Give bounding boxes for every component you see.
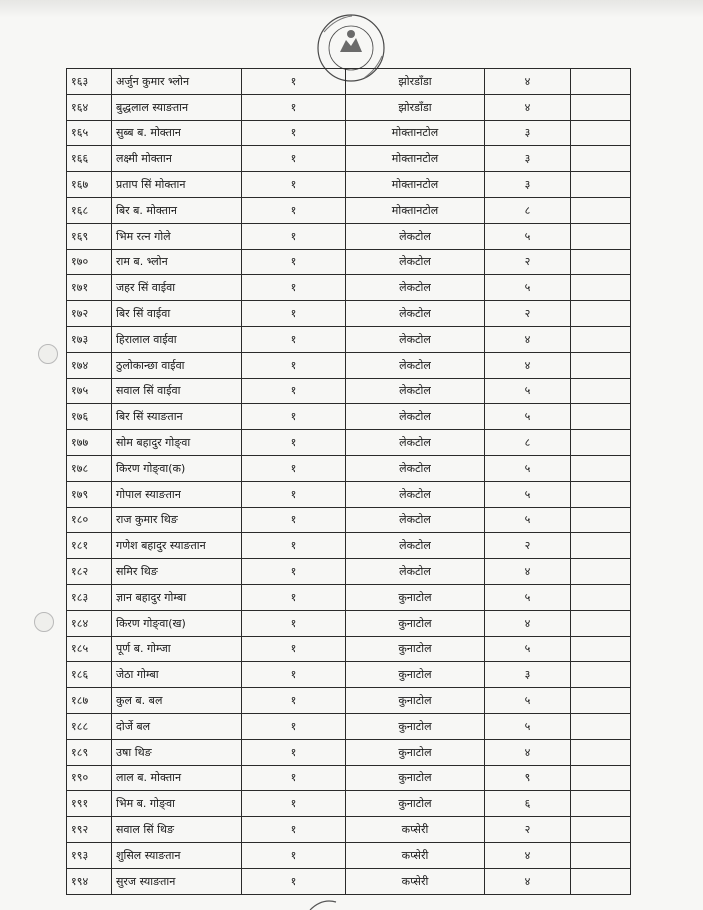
- place-name: लेकटोल: [346, 430, 485, 456]
- quantity: १: [242, 326, 346, 352]
- ward-number: ४: [485, 94, 571, 120]
- table-row: [67, 662, 631, 688]
- table-row: [67, 533, 631, 559]
- person-name: बिर सिं वाईवा: [112, 301, 242, 327]
- person-name: जेठा गोम्बा: [112, 662, 242, 688]
- person-name: सोम बहादुर गोङ्वा: [112, 430, 242, 456]
- blank-cell: [571, 378, 631, 404]
- ward-number: ४: [485, 610, 571, 636]
- blank-cell: [571, 662, 631, 688]
- person-name: प्रताप सिं मोक्तान: [112, 172, 242, 198]
- person-name: राम ब. भ्लोन: [112, 249, 242, 275]
- quantity: १: [242, 404, 346, 430]
- place-name: लेकटोल: [346, 275, 485, 301]
- quantity: १: [242, 197, 346, 223]
- ward-number: ५: [485, 584, 571, 610]
- place-name: लेकटोल: [346, 249, 485, 275]
- table-row: [67, 223, 631, 249]
- ward-number: ५: [485, 481, 571, 507]
- blank-cell: [571, 868, 631, 894]
- partial-stamp-icon: [308, 896, 338, 910]
- quantity: १: [242, 817, 346, 843]
- table-row: [67, 868, 631, 894]
- serial-number: १७३: [67, 326, 112, 352]
- serial-number: १९०: [67, 765, 112, 791]
- person-name: गोपाल स्याङतान: [112, 481, 242, 507]
- place-name: कुनाटोल: [346, 688, 485, 714]
- person-name: सवाल सिं थिङ: [112, 817, 242, 843]
- serial-number: १७४: [67, 352, 112, 378]
- table-row: [67, 326, 631, 352]
- serial-number: १७५: [67, 378, 112, 404]
- person-name: भिम ब. गोङ्वा: [112, 791, 242, 817]
- blank-cell: [571, 739, 631, 765]
- person-name: कुल ब. बल: [112, 688, 242, 714]
- quantity: १: [242, 765, 346, 791]
- serial-number: १८७: [67, 688, 112, 714]
- serial-number: १७६: [67, 404, 112, 430]
- person-name: सवाल सिं वाईवा: [112, 378, 242, 404]
- place-name: मोक्तानटोल: [346, 120, 485, 146]
- blank-cell: [571, 455, 631, 481]
- person-name: ठुलोकान्छा वाईवा: [112, 352, 242, 378]
- ward-number: २: [485, 533, 571, 559]
- table-row: [67, 739, 631, 765]
- table-row: [67, 146, 631, 172]
- table-row: [67, 275, 631, 301]
- blank-cell: [571, 481, 631, 507]
- table-row: [67, 842, 631, 868]
- place-name: लेकटोल: [346, 481, 485, 507]
- person-name: पूर्ण ब. गोम्जा: [112, 636, 242, 662]
- table-row: [67, 791, 631, 817]
- blank-cell: [571, 636, 631, 662]
- ward-number: ५: [485, 688, 571, 714]
- blank-cell: [571, 275, 631, 301]
- place-name: मोक्तानटोल: [346, 146, 485, 172]
- person-name: गणेश बहादुर स्याङतान: [112, 533, 242, 559]
- ward-number: ८: [485, 197, 571, 223]
- blank-cell: [571, 533, 631, 559]
- quantity: १: [242, 455, 346, 481]
- serial-number: १७८: [67, 455, 112, 481]
- person-name: बिर सिं स्याङतान: [112, 404, 242, 430]
- quantity: १: [242, 662, 346, 688]
- table-row: [67, 120, 631, 146]
- place-name: मोक्तानटोल: [346, 172, 485, 198]
- table-row: [67, 817, 631, 843]
- person-name: किरण गोङ्वा(ख): [112, 610, 242, 636]
- place-name: लेकटोल: [346, 455, 485, 481]
- ward-number: ९: [485, 765, 571, 791]
- blank-cell: [571, 94, 631, 120]
- punch-hole: [34, 612, 54, 632]
- quantity: १: [242, 301, 346, 327]
- serial-number: १६९: [67, 223, 112, 249]
- blank-cell: [571, 326, 631, 352]
- quantity: १: [242, 378, 346, 404]
- table-row: [67, 713, 631, 739]
- person-name: भिम रत्न गोले: [112, 223, 242, 249]
- quantity: १: [242, 94, 346, 120]
- ward-number: २: [485, 301, 571, 327]
- table-row: [67, 249, 631, 275]
- person-name: सुरज स्याङतान: [112, 868, 242, 894]
- place-name: कुनाटोल: [346, 662, 485, 688]
- place-name: लेकटोल: [346, 301, 485, 327]
- table-row: [67, 507, 631, 533]
- serial-number: १७२: [67, 301, 112, 327]
- table-row: [67, 378, 631, 404]
- quantity: १: [242, 69, 346, 95]
- blank-cell: [571, 610, 631, 636]
- place-name: लेकटोल: [346, 507, 485, 533]
- blank-cell: [571, 817, 631, 843]
- place-name: कुनाटोल: [346, 739, 485, 765]
- blank-cell: [571, 713, 631, 739]
- quantity: १: [242, 120, 346, 146]
- quantity: १: [242, 481, 346, 507]
- serial-number: १८५: [67, 636, 112, 662]
- quantity: १: [242, 507, 346, 533]
- quantity: १: [242, 533, 346, 559]
- register-table: [66, 68, 631, 895]
- ward-number: ६: [485, 791, 571, 817]
- ward-number: ४: [485, 559, 571, 585]
- table-row: [67, 688, 631, 714]
- quantity: १: [242, 713, 346, 739]
- ward-number: २: [485, 249, 571, 275]
- serial-number: १८०: [67, 507, 112, 533]
- place-name: कुनाटोल: [346, 610, 485, 636]
- ward-number: ३: [485, 146, 571, 172]
- table-row: [67, 765, 631, 791]
- place-name: कुनाटोल: [346, 713, 485, 739]
- quantity: १: [242, 275, 346, 301]
- place-name: कुनाटोल: [346, 791, 485, 817]
- place-name: कुनाटोल: [346, 636, 485, 662]
- table-row: [67, 352, 631, 378]
- table-row: [67, 301, 631, 327]
- serial-number: १७७: [67, 430, 112, 456]
- serial-number: १९३: [67, 842, 112, 868]
- ward-number: ५: [485, 455, 571, 481]
- quantity: १: [242, 842, 346, 868]
- table-row: [67, 584, 631, 610]
- ward-number: ४: [485, 842, 571, 868]
- quantity: १: [242, 610, 346, 636]
- quantity: १: [242, 688, 346, 714]
- person-name: समिर थिङ: [112, 559, 242, 585]
- serial-number: १६३: [67, 69, 112, 95]
- ward-number: ५: [485, 223, 571, 249]
- blank-cell: [571, 559, 631, 585]
- blank-cell: [571, 765, 631, 791]
- quantity: १: [242, 249, 346, 275]
- place-name: कप्सेरी: [346, 842, 485, 868]
- blank-cell: [571, 430, 631, 456]
- quantity: १: [242, 791, 346, 817]
- place-name: लेकटोल: [346, 404, 485, 430]
- serial-number: १८६: [67, 662, 112, 688]
- place-name: कप्सेरी: [346, 868, 485, 894]
- place-name: लेकटोल: [346, 559, 485, 585]
- table-row: [67, 69, 631, 95]
- quantity: १: [242, 868, 346, 894]
- table-row: [67, 559, 631, 585]
- blank-cell: [571, 197, 631, 223]
- serial-number: १८९: [67, 739, 112, 765]
- serial-number: १६८: [67, 197, 112, 223]
- place-name: लेकटोल: [346, 326, 485, 352]
- ward-number: ५: [485, 713, 571, 739]
- person-name: बुद्धलाल स्याङतान: [112, 94, 242, 120]
- place-name: लेकटोल: [346, 223, 485, 249]
- ward-number: ४: [485, 868, 571, 894]
- blank-cell: [571, 120, 631, 146]
- quantity: १: [242, 172, 346, 198]
- blank-cell: [571, 404, 631, 430]
- person-name: शुसिल स्याङतान: [112, 842, 242, 868]
- person-name: अर्जुन कुमार भ्लोन: [112, 69, 242, 95]
- person-name: लक्ष्मी मोक्तान: [112, 146, 242, 172]
- quantity: १: [242, 559, 346, 585]
- ward-number: ३: [485, 172, 571, 198]
- blank-cell: [571, 69, 631, 95]
- person-name: बिर ब. मोक्तान: [112, 197, 242, 223]
- punch-hole: [38, 344, 58, 364]
- register-table-body: [67, 69, 631, 895]
- ward-number: ४: [485, 326, 571, 352]
- table-row: [67, 197, 631, 223]
- person-name: जहर सिं वाईवा: [112, 275, 242, 301]
- ward-number: ५: [485, 275, 571, 301]
- ward-number: २: [485, 817, 571, 843]
- blank-cell: [571, 146, 631, 172]
- table-row: [67, 610, 631, 636]
- ward-number: ३: [485, 662, 571, 688]
- place-name: झोरडाँडा: [346, 94, 485, 120]
- serial-number: १८१: [67, 533, 112, 559]
- blank-cell: [571, 172, 631, 198]
- blank-cell: [571, 688, 631, 714]
- blank-cell: [571, 584, 631, 610]
- serial-number: १७१: [67, 275, 112, 301]
- blank-cell: [571, 791, 631, 817]
- blank-cell: [571, 249, 631, 275]
- person-name: दोर्जे बल: [112, 713, 242, 739]
- quantity: १: [242, 584, 346, 610]
- place-name: मोक्तानटोल: [346, 197, 485, 223]
- table-row: [67, 172, 631, 198]
- person-name: उषा थिङ: [112, 739, 242, 765]
- serial-number: १६४: [67, 94, 112, 120]
- table-row: [67, 404, 631, 430]
- person-name: राज कुमार थिङ: [112, 507, 242, 533]
- ward-number: ५: [485, 378, 571, 404]
- ward-number: ४: [485, 739, 571, 765]
- quantity: १: [242, 223, 346, 249]
- serial-number: १६७: [67, 172, 112, 198]
- serial-number: १७९: [67, 481, 112, 507]
- blank-cell: [571, 352, 631, 378]
- person-name: हिरालाल वाईवा: [112, 326, 242, 352]
- place-name: कुनाटोल: [346, 765, 485, 791]
- ward-number: ३: [485, 120, 571, 146]
- place-name: लेकटोल: [346, 352, 485, 378]
- ward-number: ५: [485, 636, 571, 662]
- person-name: ज्ञान बहादुर गोम्बा: [112, 584, 242, 610]
- blank-cell: [571, 223, 631, 249]
- quantity: १: [242, 636, 346, 662]
- serial-number: १८४: [67, 610, 112, 636]
- table-row: [67, 636, 631, 662]
- table-row: [67, 430, 631, 456]
- serial-number: १८८: [67, 713, 112, 739]
- place-name: कुनाटोल: [346, 584, 485, 610]
- place-name: लेकटोल: [346, 533, 485, 559]
- table-row: [67, 455, 631, 481]
- serial-number: १९४: [67, 868, 112, 894]
- place-name: झोरडाँडा: [346, 69, 485, 95]
- blank-cell: [571, 507, 631, 533]
- ward-number: ५: [485, 507, 571, 533]
- place-name: कप्सेरी: [346, 817, 485, 843]
- serial-number: १८३: [67, 584, 112, 610]
- ward-number: ५: [485, 404, 571, 430]
- place-name: लेकटोल: [346, 378, 485, 404]
- serial-number: १६६: [67, 146, 112, 172]
- ward-number: ८: [485, 430, 571, 456]
- person-name: सुब्ब ब. मोक्तान: [112, 120, 242, 146]
- blank-cell: [571, 842, 631, 868]
- serial-number: १६५: [67, 120, 112, 146]
- serial-number: १८२: [67, 559, 112, 585]
- person-name: लाल ब. मोक्तान: [112, 765, 242, 791]
- quantity: १: [242, 352, 346, 378]
- quantity: १: [242, 430, 346, 456]
- table-row: [67, 481, 631, 507]
- quantity: १: [242, 146, 346, 172]
- ward-number: ४: [485, 69, 571, 95]
- blank-cell: [571, 301, 631, 327]
- quantity: १: [242, 739, 346, 765]
- ward-number: ४: [485, 352, 571, 378]
- person-name: किरण गोङ्वा(क): [112, 455, 242, 481]
- serial-number: १७०: [67, 249, 112, 275]
- table-row: [67, 94, 631, 120]
- serial-number: १९२: [67, 817, 112, 843]
- serial-number: १९१: [67, 791, 112, 817]
